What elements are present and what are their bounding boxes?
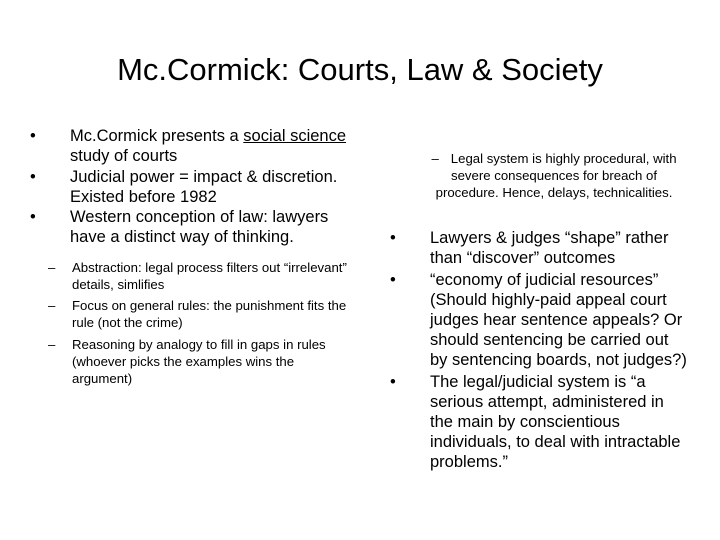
left-sub-3-text: Reasoning by analogy to fill in gaps in rules (whoever picks the examples wins the argument) — [72, 336, 326, 386]
left-sub-3 — [30, 337, 350, 387]
left-bullet-1 — [30, 126, 350, 167]
left-bullet-3 — [30, 207, 350, 248]
bullet-marker: • — [30, 127, 36, 145]
slide-title: Mc.Cormick: Courts, Law & Society — [117, 52, 603, 87]
bullet-marker: • — [390, 271, 396, 289]
left-bullet-3-text: Western conception of law: lawyers have a distinct way of thinking. — [70, 208, 329, 247]
left-sub-2 — [30, 298, 350, 332]
left-bullet-1-pre: Mc.Cormick presents a — [70, 127, 244, 145]
left-column — [30, 126, 350, 387]
bullet-marker: • — [30, 208, 36, 227]
right-bullet-3 — [390, 372, 690, 472]
left-sub-1 — [30, 260, 350, 294]
dash-marker: – — [48, 336, 56, 352]
bullet-marker: • — [390, 229, 396, 247]
left-sub-2-text: Focus on general rules: the punishment fits the rule (not the crime) — [72, 298, 347, 331]
right-sub-1 — [405, 151, 685, 201]
bullet-marker: • — [30, 167, 36, 186]
right-bullet-2 — [390, 270, 690, 370]
dash-marker: – — [431, 151, 439, 166]
left-sub-list — [30, 260, 350, 388]
right-column — [390, 228, 690, 472]
right-sub-block — [405, 151, 685, 201]
dash-marker: – — [48, 259, 56, 275]
left-bullet-2-text: Judicial power = impact & discretion. Existed before 1982 — [70, 167, 338, 206]
right-sub-1-text: Legal system is highly procedural, with severe consequences for breach of procedure. Hence, delays, technicalities. — [435, 151, 677, 200]
bullet-marker: • — [390, 373, 396, 391]
right-bullet-3-text: The legal/judicial system is “a serious attempt, administered in the main by conscientious individuals, to deal with intractable problems.” — [430, 373, 681, 471]
left-bullet-1-underlined: social science — [243, 127, 347, 145]
dash-marker: – — [48, 298, 56, 314]
left-bullet-2 — [30, 167, 350, 208]
right-bullet-2-text: “economy of judicial resources” (Should highly-paid appeal court judges hear sentence appeals? Or should sentencing be carried out by sentencing boards, not judges?) — [430, 271, 687, 369]
right-bullet-1 — [390, 228, 690, 268]
left-sub-1-text: Abstraction: legal process filters out “irrelevant” details, simlifies — [72, 259, 347, 292]
left-bullet-1-post: study of courts — [70, 147, 178, 166]
right-bullet-1-text: Lawyers & judges “shape” rather than “discover” outcomes — [430, 229, 669, 267]
